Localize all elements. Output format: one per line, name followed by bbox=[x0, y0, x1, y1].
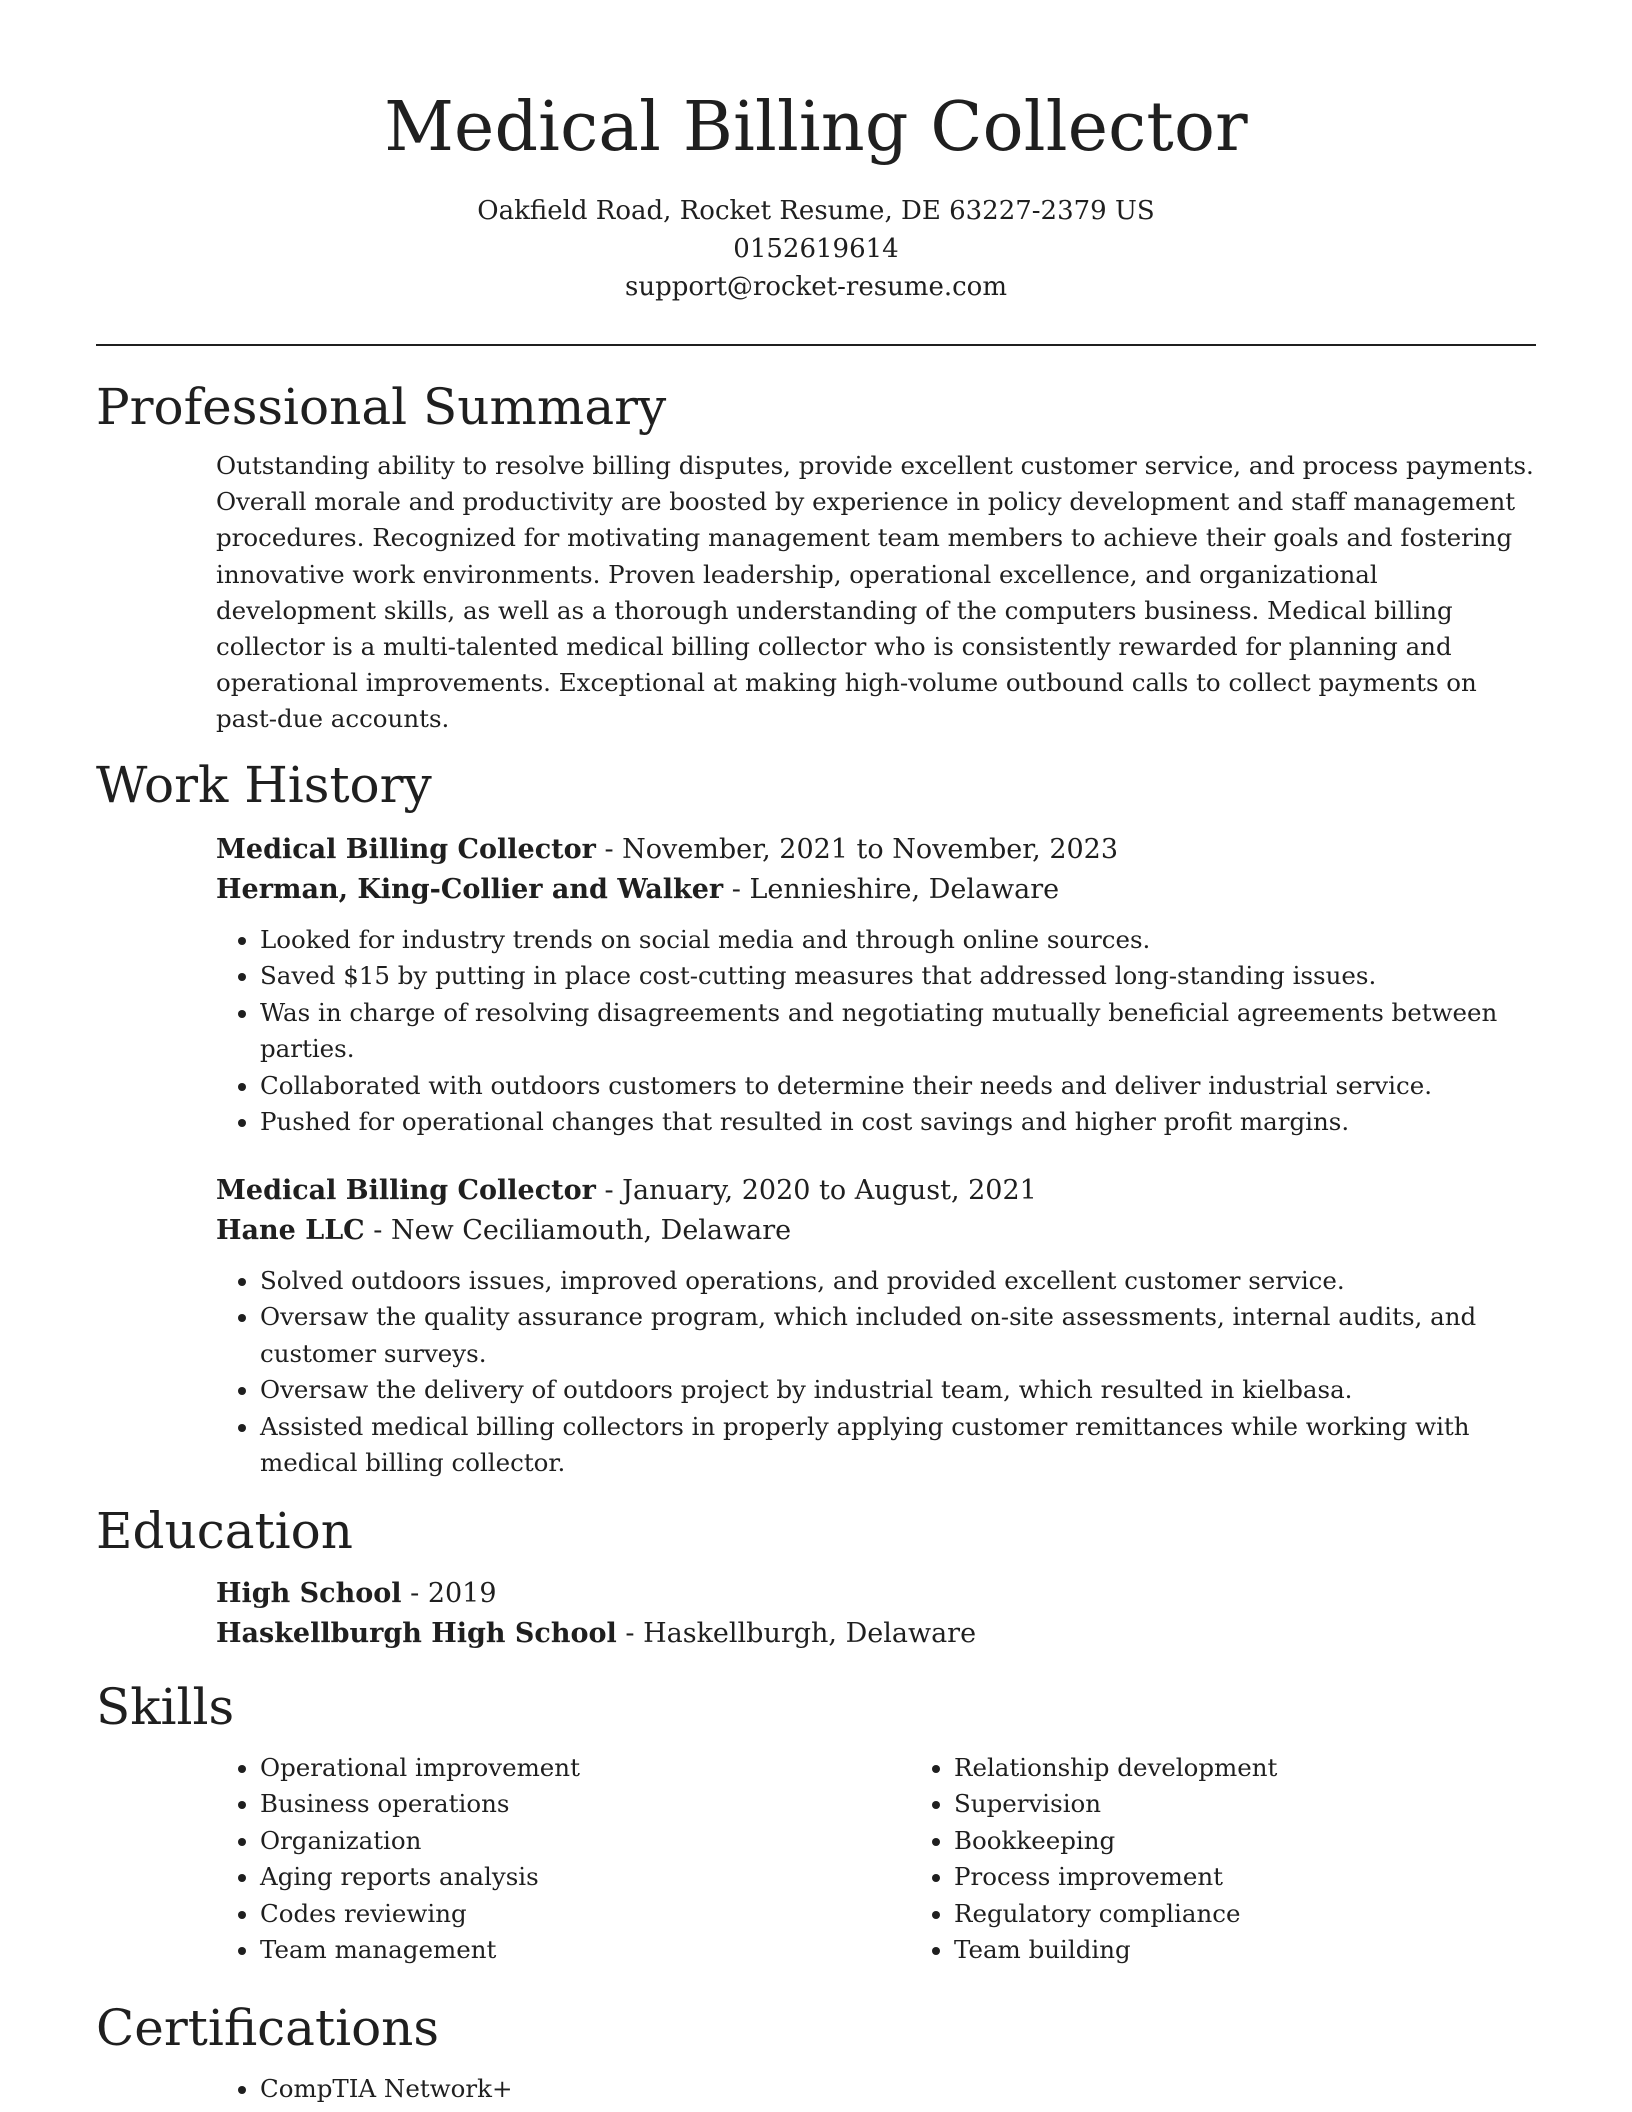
job-location: - New Ceciliamouth, Delaware bbox=[364, 1214, 792, 1246]
job-bullet: • Was in charge of resolving disagreements and negotiating mutually beneficial agreements between parties. bbox=[260, 995, 1536, 1068]
resume-header bbox=[96, 0, 1536, 306]
job-bullet: • Oversaw the quality assurance program, which included on-site assessments, internal audits, and customer surveys. bbox=[260, 1299, 1536, 1372]
job-bullet: • Collaborated with outdoors customers to determine their needs and deliver industrial service. bbox=[260, 1068, 1536, 1105]
job-bullets bbox=[216, 922, 1536, 1141]
job-title-line bbox=[216, 830, 1536, 870]
job-company-line bbox=[216, 870, 1536, 910]
job-bullet: • Oversaw the delivery of outdoors project by industrial team, which resulted in kielbasa. bbox=[260, 1372, 1536, 1409]
education-location: - Haskellburgh, Delaware bbox=[616, 1617, 977, 1649]
job-location: - Lennieshire, Delaware bbox=[723, 873, 1060, 905]
job-entry bbox=[216, 1171, 1536, 1482]
education-body bbox=[96, 1574, 1536, 1654]
summary-heading: Professional Summary bbox=[96, 378, 667, 436]
job-bullet: • Pushed for operational changes that resulted in cost savings and higher profit margins. bbox=[260, 1104, 1536, 1141]
skill-item: • Business operations bbox=[260, 1786, 910, 1823]
skills-body bbox=[96, 1750, 1536, 1969]
education-degree-line bbox=[216, 1574, 1536, 1614]
contact-phone: 0152619614 bbox=[733, 234, 899, 264]
contact-address: Oakfield Road, Rocket Resume, DE 63227-2379 US bbox=[477, 196, 1155, 226]
contact-block bbox=[96, 192, 1536, 306]
skill-item: • Process improvement bbox=[954, 1859, 1604, 1896]
education-year: - 2019 bbox=[401, 1577, 497, 1609]
summary-body bbox=[96, 448, 1536, 738]
contact-email: support@rocket-resume.com bbox=[624, 272, 1007, 302]
skills-heading: Skills bbox=[96, 1677, 235, 1736]
skill-item: • Bookkeeping bbox=[954, 1823, 1604, 1860]
work-history-body bbox=[96, 830, 1536, 1482]
job-company-line bbox=[216, 1211, 1536, 1251]
skills-column-left bbox=[216, 1750, 910, 1969]
certifications-list bbox=[216, 2071, 1536, 2108]
skill-item: • Team building bbox=[954, 1932, 1604, 1969]
skill-item: • Supervision bbox=[954, 1786, 1604, 1823]
job-bullet: • Solved outdoors issues, improved operations, and provided excellent customer service. bbox=[260, 1263, 1536, 1300]
education-heading: Education bbox=[96, 1501, 353, 1560]
job-dates: - November, 2021 to November, 2023 bbox=[595, 833, 1119, 865]
job-role: Medical Billing Collector bbox=[216, 833, 596, 865]
skill-item: • Regulatory compliance bbox=[954, 1896, 1604, 1933]
education-school-line bbox=[216, 1614, 1536, 1654]
skill-item: • Team management bbox=[260, 1932, 910, 1969]
job-bullet: • Assisted medical billing collectors in properly applying customer remittances while working with medical billing collector. bbox=[260, 1409, 1536, 1482]
skill-item: • Relationship development bbox=[954, 1750, 1604, 1787]
job-bullet: • Saved $15 by putting in place cost-cutting measures that addressed long-standing issues. bbox=[260, 958, 1536, 995]
header-divider bbox=[96, 344, 1536, 346]
skills-column-right bbox=[910, 1750, 1604, 1969]
work-history-heading: Work History bbox=[96, 755, 432, 814]
education-degree: High School bbox=[216, 1577, 402, 1609]
certification-item: • CompTIA Network+ bbox=[260, 2071, 1536, 2108]
job-entry bbox=[216, 830, 1536, 1141]
job-dates: - January, 2020 to August, 2021 bbox=[595, 1174, 1037, 1206]
job-title-line bbox=[216, 1171, 1536, 1211]
job-bullets bbox=[216, 1263, 1536, 1482]
job-company: Hane LLC bbox=[216, 1214, 365, 1246]
summary-text: Outstanding ability to resolve billing disputes, provide excellent customer service, and process payments. Overall morale and productivity are boosted by experience in policy development and staff management procedures. Recognized for motivating management team members to achieve their goals and fostering innovative work environments. Proven leadership, operational excellence, and organizational development skills, as well as a thorough understanding of the computers business. Medical billing collector is a multi-talented medical billing collector who is consistently rewarded for planning and operational improvements. Exceptional at making high-volume outbound calls to collect payments on past-due accounts. bbox=[216, 451, 1534, 734]
skill-item: • Codes reviewing bbox=[260, 1896, 910, 1933]
job-role: Medical Billing Collector bbox=[216, 1174, 596, 1206]
skill-item: • Organization bbox=[260, 1823, 910, 1860]
skill-item: • Operational improvement bbox=[260, 1750, 910, 1787]
candidate-name: Medical Billing Collector bbox=[384, 88, 1248, 167]
education-school: Haskellburgh High School bbox=[216, 1617, 617, 1649]
certifications-body bbox=[96, 2071, 1536, 2108]
job-bullet: • Looked for industry trends on social media and through online sources. bbox=[260, 922, 1536, 959]
skills-grid bbox=[216, 1750, 1536, 1969]
job-company: Herman, King-Collier and Walker bbox=[216, 873, 724, 905]
certifications-heading: Certifications bbox=[96, 1998, 440, 2057]
skill-item: • Aging reports analysis bbox=[260, 1859, 910, 1896]
